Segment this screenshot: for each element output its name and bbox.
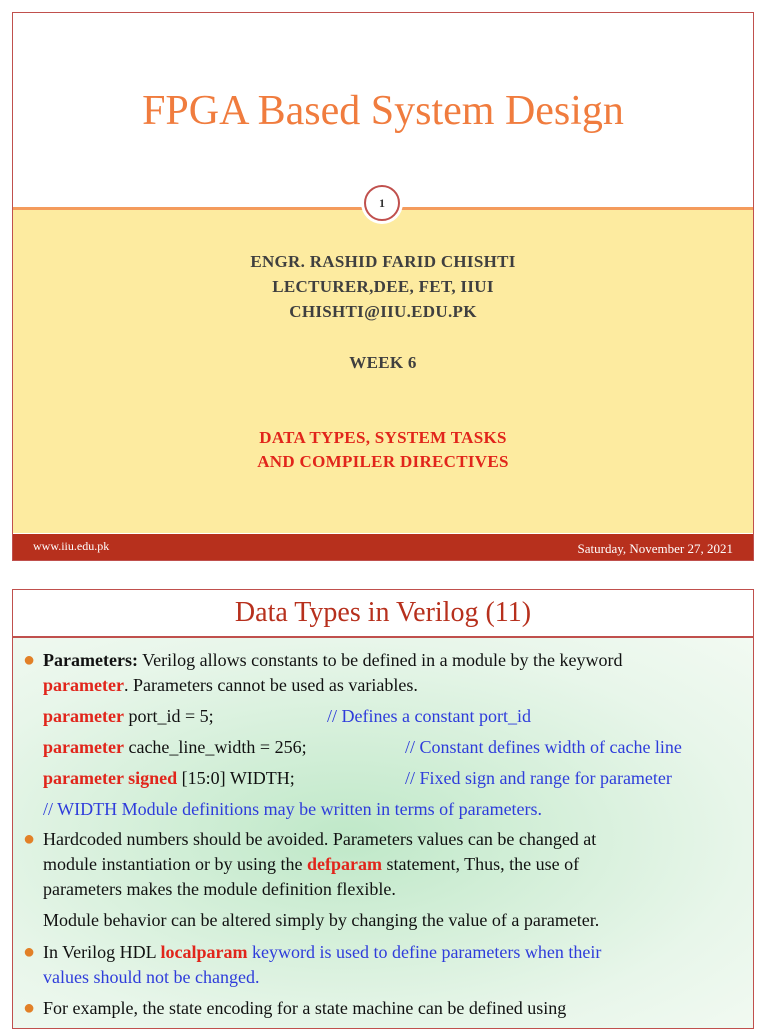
bullet-parameters-line1 (43, 648, 623, 672)
bullet-localparam-line2: values should not be changed. (43, 967, 260, 987)
week-label: WEEK 6 (349, 353, 417, 372)
bullet-icon: ● (23, 828, 36, 850)
text-segment: statement, Thus, the use of (381, 854, 580, 874)
code-text: [15:0] WIDTH; (177, 768, 295, 788)
parameters-label: Parameters: (43, 650, 138, 670)
text-segment: keyword is used to define parameters when their (247, 942, 602, 962)
slide-title: Data Types in Verilog (11) (13, 590, 753, 638)
content-slide (12, 589, 754, 1029)
bullet-icon: ● (23, 941, 36, 963)
bullet-example-line1: For example, the state encoding for a state machine can be defined using (43, 998, 567, 1018)
text-segment: module instantiation or by using the (43, 854, 307, 874)
title-slide (12, 12, 754, 561)
author-position: LECTURER,DEE, FET, IIUI (272, 277, 494, 296)
code-comment-3: // Fixed sign and range for parameter (405, 768, 672, 788)
code-line-2 (43, 735, 307, 759)
bullet-parameters-line2 (43, 673, 418, 697)
slide-title: FPGA Based System Design (142, 88, 624, 134)
code-text: port_id = 5; (123, 706, 214, 726)
bullet-icon: ● (23, 997, 36, 1019)
author-name: ENGR. RASHID FARID CHISHTI (250, 252, 516, 271)
code-keyword: parameter (43, 737, 124, 757)
footer-date: Saturday, November 27, 2021 (577, 541, 733, 556)
parameters-text-2: . Parameters cannot be used as variables. (123, 675, 418, 695)
keyword-localparam: localparam (160, 942, 248, 962)
code-comment-2: // Constant defines width of cache line (405, 737, 682, 757)
bullet-icon: ● (23, 649, 36, 671)
bullet-localparam-line1 (43, 940, 601, 964)
code-line-3 (43, 766, 295, 790)
slide-footer (13, 534, 753, 560)
author-email: CHISHTI@IIU.EDU.PK (289, 302, 477, 321)
code-comment-1: // Defines a constant port_id (327, 706, 531, 726)
code-comment-4: // WIDTH Module definitions may be written in terms of parameters. (43, 799, 543, 819)
title-band (13, 207, 753, 533)
code-line-1 (43, 704, 214, 728)
bullet-hardcoded-line4: Module behavior can be altered simply by changing the value of a parameter. (43, 910, 600, 930)
topic-line-1: DATA TYPES, SYSTEM TASKS (259, 428, 507, 447)
code-keyword: parameter (43, 706, 124, 726)
page-number-badge: 1 (364, 185, 400, 221)
text-segment: In Verilog HDL (43, 942, 161, 962)
code-text: cache_line_width = 256; (123, 737, 307, 757)
parameters-text: Verilog allows constants to be defined in a module by the keyword (137, 650, 623, 670)
bullet-hardcoded-line3: parameters makes the module definition flexible. (43, 879, 396, 899)
topic-line-2: AND COMPILER DIRECTIVES (257, 452, 509, 471)
footer-url[interactable]: www.iiu.edu.pk (33, 539, 110, 553)
bullet-hardcoded-line2 (43, 852, 579, 876)
bullet-hardcoded-line1: Hardcoded numbers should be avoided. Parameters values can be changed at (43, 829, 597, 849)
keyword-defparam: defparam (306, 854, 382, 874)
slide-body (13, 638, 753, 1029)
code-keyword: parameter signed (43, 768, 178, 788)
keyword-parameter: parameter (43, 675, 124, 695)
